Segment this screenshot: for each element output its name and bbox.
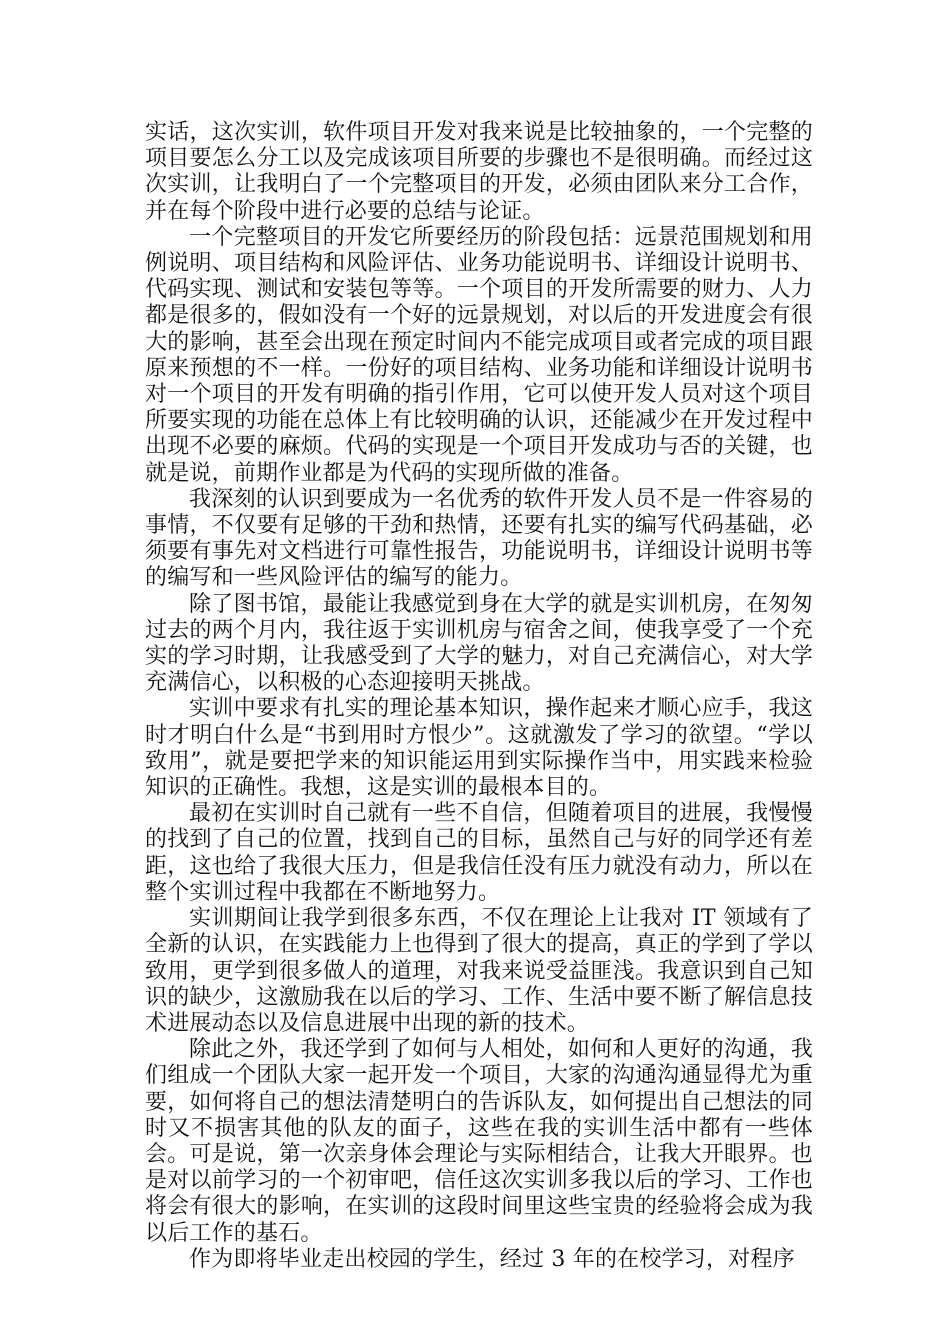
paragraph-3: 我深刻的认识到要成为一名优秀的软件开发人员不是一件容易的事情，不仅要有足够的干劲和热情，还要有扎实的编写代码基础，必须要有事先对文档进行可靠性报告，功能说明书，详细设计说明书等的编写和一些风险评估的编写的能力。 <box>145 486 813 591</box>
document-body <box>145 120 813 1273</box>
paragraph-6: 最初在实训时自己就有一些不自信，但随着项目的进展，我慢慢的找到了自己的位置，找到自己的目标，虽然自己与好的同学还有差距，这也给了我很大压力，但是我信任没有压力就没有动力，所以在整个实训过程中我都在不断地努力。 <box>145 801 813 905</box>
paragraph-7: 实训期间让我学到很多东西，不仅在理论上让我对 IT 领域有了全新的认识，在实践能力上也得到了很大的提高，真正的学到了学以致用，更学到很多做人的道理，对我来说受益匪浅。我意识到自己知识的缺少，这激励我在以后的学习、工作、生活中要不断了解信息技术进展动态以及信息进展中出现的新的技术。 <box>145 906 813 1036</box>
paragraph-2: 一个完整项目的开发它所要经历的阶段包括：远景范围规划和用例说明、项目结构和风险评估、业务功能说明书、详细设计说明书、代码实现、测试和安装包等等。一个项目的开发所需要的财力、人力都是很多的，假如没有一个好的远景规划，对以后的开发进度会有很大的影响，甚至会出现在预定时间内不能完成项目或者完成的项目跟原来预想的不一样。一份好的项目结构、业务功能和详细设计说明书对一个项目的开发有明确的指引作用，它可以使开发人员对这个项目所要实现的功能在总体上有比较明确的认识，还能减少在开发过程中出现不必要的麻烦。代码的实现是一个项目开发成功与否的关键，也就是说，前期作业都是为代码的实现所做的准备。 <box>145 224 813 486</box>
paragraph-1: 实话，这次实训，软件项目开发对我来说是比较抽象的，一个完整的项目要怎么分工以及完成该项目所要的步骤也不是很明确。而经过这次实训，让我明白了一个完整项目的开发，必须由团队来分工合作，并在每个阶段中进行必要的总结与论证。 <box>145 120 813 224</box>
paragraph-8: 除此之外，我还学到了如何与人相处，如何和人更好的沟通，我们组成一个团队大家一起开发一个项目，大家的沟通沟通显得尤为重要，如何将自己的想法清楚明白的告诉队友，如何提出自己想法的同时又不损害其他的队友的面子，这些在我的实训生活中都有一些体会。可是说，第一次亲身体会理论与实际相结合，让我大开眼界。也是对以前学习的一个初审吧，信任这次实训多我以后的学习、工作也将会有很大的影响，在实训的这段时间里这些宝贵的经验将会成为我以后工作的基石。 <box>145 1037 813 1246</box>
paragraph-4: 除了图书馆，最能让我感觉到身在大学的就是实训机房，在匆匆过去的两个月内，我往返于实训机房与宿舍之间，使我享受了一个充实的学习时期，让我感受到了大学的魅力，对自己充满信心，对大学充满信心，以积极的心态迎接明天挑战。 <box>145 591 813 696</box>
paragraph-5: 实训中要求有扎实的理论基本知识，操作起来才顺心应手，我这时才明白什么是“书到用时方恨少”。这就激发了学习的欲望。“学以致用”，就是要把学来的知识能运用到实际操作当中，用实践来检验知识的正确性。我想，这是实训的最根本目的。 <box>145 696 813 801</box>
paragraph-9: 作为即将毕业走出校园的学生，经过 3 年的在校学习，对程序 <box>189 1246 795 1272</box>
